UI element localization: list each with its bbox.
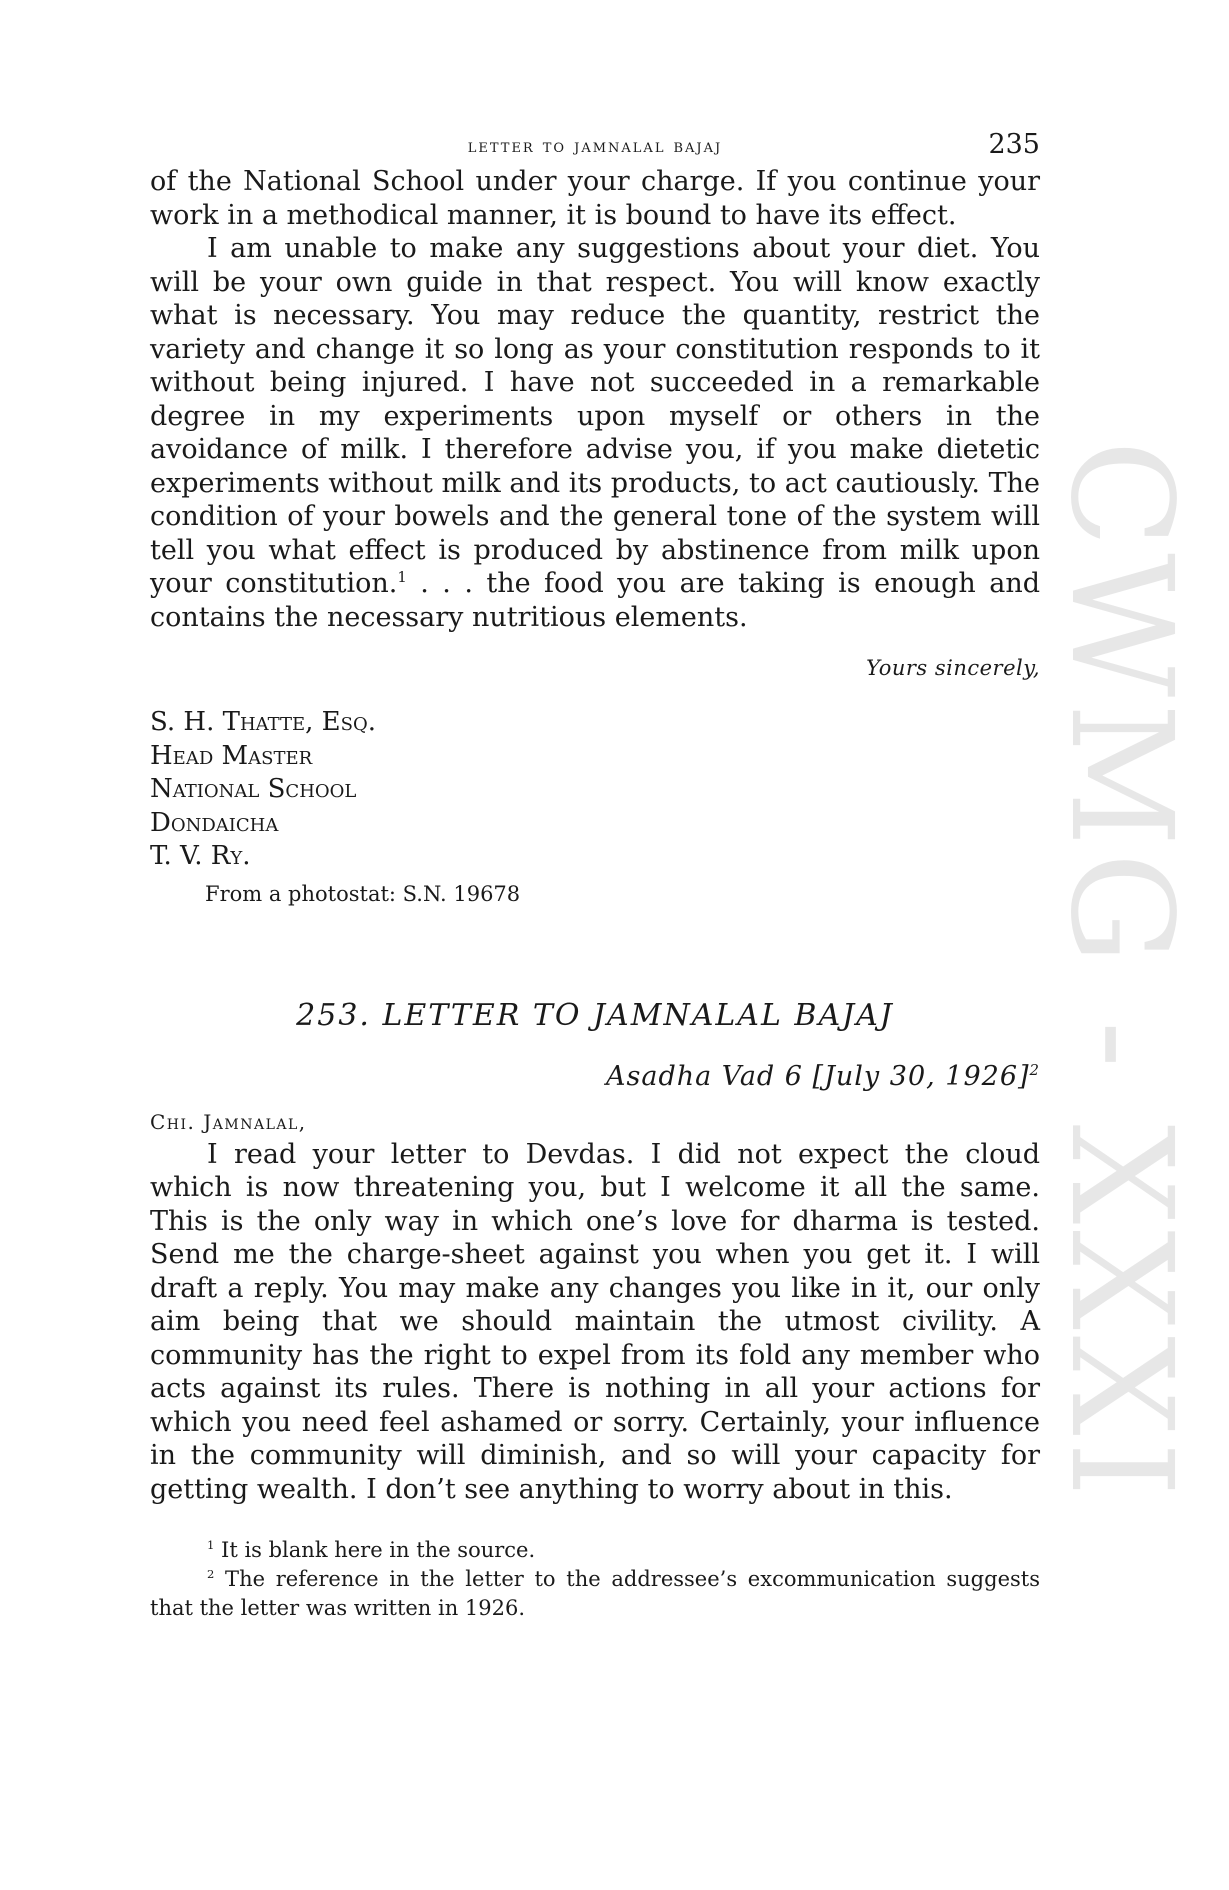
paragraph-tail: . . . the food you are taking is enough and contains the necessary nutritious elements.: [150, 568, 1040, 633]
previous-letter-body: [150, 165, 1040, 634]
salutation: Chi. Jamnalal,: [150, 1109, 307, 1134]
letter-body: [150, 1138, 1040, 1507]
footnote: [150, 1565, 1040, 1623]
footnote: [150, 1536, 1040, 1565]
watermark: CWMG - XXXI: [1039, 440, 1202, 1503]
address-line: Dondaicha: [150, 807, 279, 838]
footnote-ref: 2: [1029, 1060, 1040, 1079]
paragraph-text: I am unable to make any suggestions about your diet. You will be your own guide in that respect. You will know exactly what is necessary. You may reduce the quantity, restrict the variety and change it so long as your constitution responds to it without being injured. I have not succeeded in a remarkable degree in my experiments upon myself or others in the avoidance of milk. I therefore advise you, if you make dietetic experiments without milk and its products, to act cautiously. The condition of your bowels and the general tone of the system will tell you what effect is produced by abstinence from milk upon your constitution.: [150, 233, 1040, 599]
footnote-mark: 2: [207, 1567, 215, 1581]
document-page: [150, 125, 1040, 1623]
paragraph: [150, 232, 1040, 634]
page-number: 235: [988, 129, 1040, 160]
address-line: T. V. Ry.: [150, 841, 251, 871]
address-line: Head Master: [150, 740, 313, 771]
running-head: [150, 125, 1040, 165]
paragraph: I read your letter to Devdas. I did not expect the cloud which is now threatening you, but I welcome it all the same. This is the only way in which one’s love for dharma is tested. Send me the charge-sheet against you when you get it. I will draft a reply. You may make any changes you like in it, our only aim being that we should maintain the utmost civility. A community has the right to expel from its fold any member who acts against its rules. There is nothing in all your actions for which you need feel ashamed or sorry. Certainly, your influence in the community will diminish, and so will your capacity for getting wealth. I don’t see anything to worry about in this.: [150, 1138, 1040, 1505]
date-line: [150, 1061, 1040, 1092]
footnotes: [150, 1536, 1040, 1623]
paragraph: of the National School under your charge. If you continue your work in a methodical manner, it is bound to have its effect.: [150, 166, 1040, 231]
running-title: letter to jamnalal bajaj: [467, 135, 723, 157]
source-note: From a photostat: S.N. 19678: [205, 881, 521, 906]
document-heading: 253. LETTER TO JAMNALAL BAJAJ: [296, 997, 894, 1033]
address-line: S. H. Thatte, Esq.: [150, 707, 377, 737]
date-text: Asadha Vad 6 [July 30, 1926]: [606, 1060, 1030, 1092]
address-block: [150, 706, 1040, 874]
closing: Yours sincerely,: [866, 656, 1040, 680]
footnote-ref: 1: [397, 568, 407, 586]
footnote-text: The reference in the letter to the addressee’s excommunication suggests that the letter was written in 1926.: [150, 1567, 1040, 1620]
address-line: National School: [150, 774, 357, 804]
footnote-mark: 1: [207, 1538, 215, 1552]
footnote-text: It is blank here in the source.: [214, 1538, 536, 1562]
